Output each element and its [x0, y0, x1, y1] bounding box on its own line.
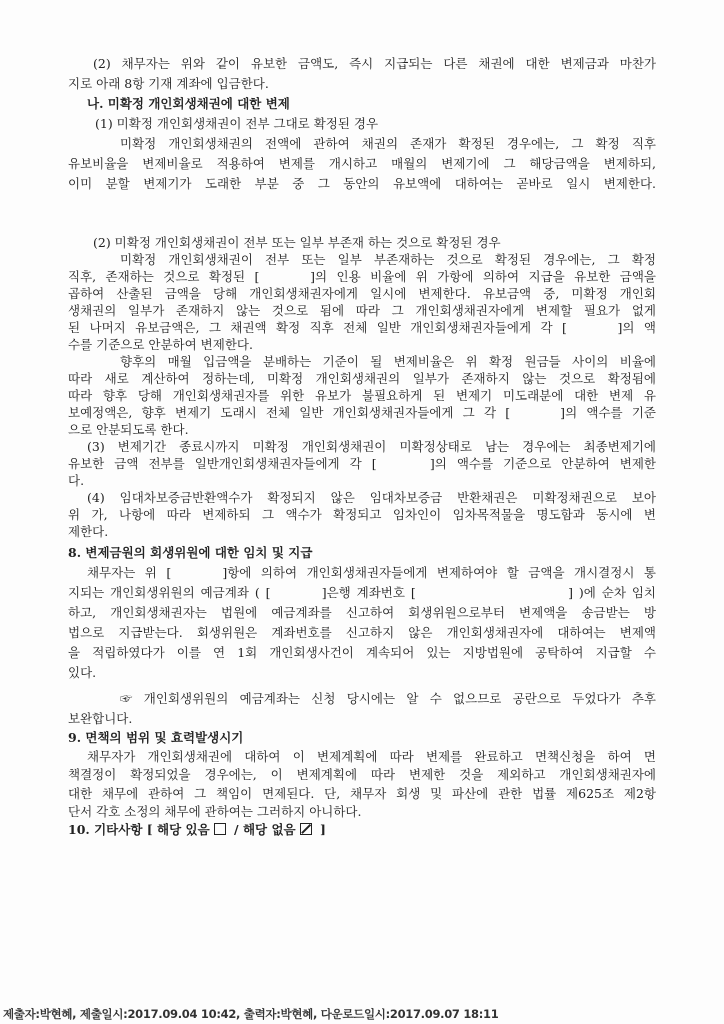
section-10-other-matters — [68, 820, 656, 840]
text-line: 유보한 금액 전부를 일반개인회생채권자들에게 각 [ ]의 액수를 기준으로 안분하여 변제한 — [68, 456, 656, 471]
text-line: (3) 변제기간 종료시까지 미확정 개인회생채권이 미확정상태로 남는 경우에는 최종변제기에 — [87, 439, 656, 454]
text-line: 생채권의 일부가 존재하지 않는 것으로 됨에 따라 그 개인회생채권자에게 변제할 필요가 없게 — [68, 303, 656, 318]
text-line: 수를 기준으로 안분하여 변제한다. — [68, 337, 253, 352]
section-unconfirmed-claims-part1 — [68, 54, 656, 194]
other-matters-line — [68, 820, 656, 840]
text-line: 다. — [68, 473, 85, 488]
text-line: 단서 각호 소정의 채무에 관하여는 그러하지 아니하다. — [68, 804, 362, 819]
text-line: 곱하여 산출된 금액을 당해 개인회생채권자에게 일시에 변제한다. 유보금액 중, 미확정 개인회 — [68, 286, 656, 301]
section-unconfirmed-claims-part2 — [68, 234, 656, 540]
text-line: 대한 채무에 관하여 그 책임이 면제된다. 단, 채무자 회생 및 파산에 관한 법률 제625조 제2항 — [68, 785, 656, 801]
text-line: (1) 미확정 개인회생채권이 전부 그대로 확정된 경우 — [95, 116, 379, 131]
text-line: 보예정액은, 향후 변제기 도래시 전체 일반 개인회생채권자들에게 그 각 [ ]의 액수를 기준 — [68, 405, 656, 420]
option-yes-checkbox[interactable] — [214, 823, 226, 835]
text-line: 된 나머지 유보금액은, 그 채권액 확정 직후 전체 일반 개인회생채권자들에게 각 [ ]의 액 — [68, 320, 656, 335]
text-line: 직후, 존재하는 것으로 확정된 [ ]의 인용 비율에 위 가항에 의하여 지급을 유보한 금액을 — [68, 269, 656, 284]
text-line: 있다. — [68, 665, 97, 680]
text-line: 지되는 개인회생위원의 예금계좌 ( [ ]은행 계좌번호 [ ] )에 순차 임치 — [68, 585, 656, 600]
text-line: 미확정 개인회생채권의 전액에 관하여 채권의 존재가 확정된 경우에는, 그 확정 직후 — [120, 136, 656, 151]
text-line: (2) 채무자는 위와 같이 유보한 금액도, 즉시 지급되는 다른 채권에 대한 변제금과 마찬가 — [93, 56, 656, 71]
other-matters-label: 10. 기타사항 [ — [68, 822, 158, 837]
text-line: 보완합니다. — [68, 711, 133, 726]
text-line: 법으로 지급받는다. 회생위원은 계좌번호를 신고하지 않은 개인회생채권자에 대하여는 변제액 — [68, 625, 656, 640]
separator: / — [229, 822, 243, 837]
closing-bracket: ] — [315, 822, 326, 837]
text-line: 으로 안분되도록 한다. — [68, 422, 189, 437]
text-line: 따라 새로 계산하여 정하는데, 미확정 개인회생채권의 일부가 존재하지 않는 것으로 확정됨에 — [68, 371, 656, 386]
text-line: (2) 미확정 개인회생채권이 전부 또는 일부 부존재 하는 것으로 확정된 경우 — [93, 235, 501, 250]
text-line: 하고, 개인회생채권자는 법원에 예금계좌를 신고하여 회생위원으로부터 변제액을 송금받는 방 — [68, 605, 656, 620]
text-line: 지로 아래 8항 기재 계좌에 입금한다. — [68, 76, 269, 91]
option-no-checkbox[interactable] — [300, 823, 312, 835]
text-line: 책결정이 확정되었을 경우에는, 이 변제계획에 따라 변제한 것을 제외하고 개인회생채권자에 — [68, 767, 656, 782]
text-line: 위 가, 나항에 따라 변제하되 그 액수가 확정되고 임차인이 임차목적물을 명도함과 동시에 변 — [68, 507, 656, 522]
text-line: 따라 향후 당해 개인회생채권자를 위한 유보가 불필요하게 된 변제기 미도래분에 대한 변제 유 — [68, 388, 656, 403]
text-line: (4) 임대차보증금반환액수가 확정되지 않은 임대차보증금 반환채권은 미확정채권으로 보아 — [87, 490, 656, 505]
section-8-deposit-to-trustee — [68, 543, 656, 729]
text-line: 제한다. — [68, 524, 109, 539]
text-line: 향후의 매월 입금액을 분배하는 기준이 될 변제비율은 위 확정 원금들 사이의 비율에 — [120, 354, 656, 369]
text-line: 미확정 개인회생채권이 전부 또는 일부 부존재하는 것으로 확정된 경우에는, 그 확정 — [120, 252, 656, 267]
text-line: 유보비율을 변제비율로 적용하여 변제를 개시하고 매월의 변제기에 그 해당금액을 변제하되, — [68, 156, 656, 171]
submission-footer: 제출자:박현혜, 제출일시:2017.09.04 10:42, 출력자:박현혜, 다운로드일시:2017.09.07 18:11 — [3, 1007, 499, 1021]
section-heading: 9. 면책의 범위 및 효력발생시기 — [68, 730, 244, 745]
text-line: 이미 분할 변제기가 도래한 부분 중 그 동안의 유보액에 대하여는 곧바로 일시 변제한다. — [68, 176, 656, 191]
section-heading: 나. 미확정 개인회생채권에 대한 변제 — [87, 96, 290, 111]
section-heading: 8. 변제금원의 회생위원에 대한 임치 및 지급 — [68, 545, 313, 560]
option-yes-label: 해당 있음 — [157, 822, 210, 837]
option-no-label: 해당 없음 — [242, 822, 296, 837]
text-line: 을 적립하였다가 이를 연 1회 개인회생사건이 계속되어 있는 지방법원에 공탁하여 지급할 수 — [68, 645, 656, 660]
text-line: 채무자가 개인회생채권에 대하여 이 변제계획에 따라 변제를 완료하고 면책신청을 하여 면 — [87, 748, 656, 764]
text-line: ☞ 개인회생위원의 예금계좌는 신청 당시에는 알 수 없으므로 공란으로 두었다가 추후 — [120, 691, 656, 706]
section-9-discharge-scope — [68, 729, 656, 822]
text-line: 채무자는 위 [ ]항에 의하여 개인회생채권자들에게 변제하여야 할 금액을 개시결정시 통 — [87, 565, 656, 580]
